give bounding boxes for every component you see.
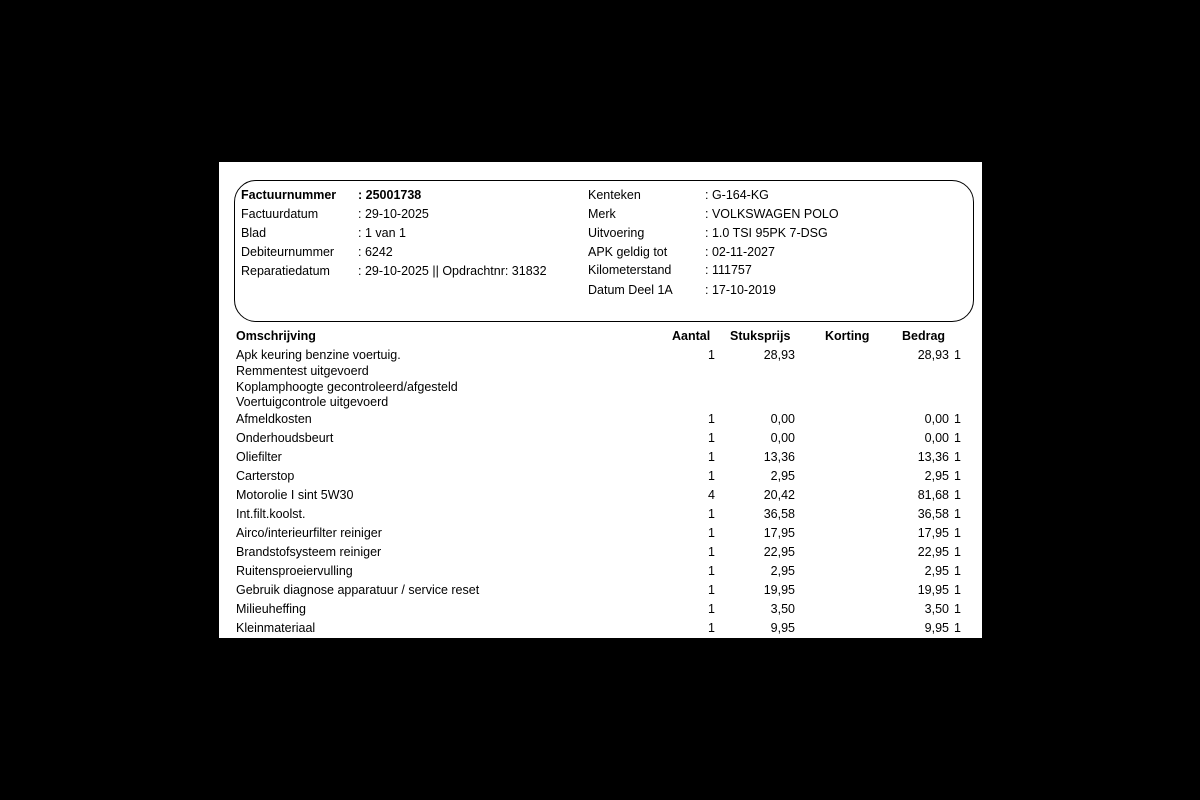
line-code: 1: [954, 582, 961, 597]
line-code: 1: [954, 468, 961, 483]
line-code: 1: [954, 506, 961, 521]
line-amount: 2,95: [924, 468, 949, 483]
line-amount: 36,58: [917, 506, 949, 521]
value-apk-valid-until: : 02-11-2027: [705, 245, 775, 259]
value-repair-date: : 29-10-2025 || Opdrachtnr: 31832: [358, 264, 547, 278]
line-amount: 3,50: [924, 601, 949, 616]
line-code: 1: [954, 544, 961, 559]
line-amount: 81,68: [917, 487, 949, 502]
line-code: 1: [954, 620, 961, 635]
line-code: 1: [954, 430, 961, 445]
line-unit-price: 13,36: [763, 449, 795, 464]
line-amount: 0,00: [924, 411, 949, 426]
line-quantity: 1: [708, 348, 715, 362]
value-license-plate: : G-164-KG: [705, 188, 769, 202]
line-description: Afmeldkosten: [236, 411, 312, 426]
line-unit-price: 9,95: [770, 620, 795, 635]
label-license-plate: Kenteken: [588, 188, 641, 202]
line-sub-description: Voertuigcontrole uitgevoerd: [236, 395, 389, 409]
value-version: : 1.0 TSI 95PK 7-DSG: [705, 226, 828, 240]
label-debtor-number: Debiteurnummer: [241, 245, 335, 259]
line-unit-price: 22,95: [763, 544, 795, 559]
line-unit-price: 2,95: [770, 468, 795, 483]
line-quantity: 1: [708, 449, 715, 464]
line-description: Carterstop: [236, 468, 295, 483]
value-brand: : VOLKSWAGEN POLO: [705, 207, 839, 221]
line-description: Airco/interieurfilter reiniger: [236, 525, 382, 540]
line-code: 1: [954, 601, 961, 616]
line-code: 1: [954, 411, 961, 426]
line-description: Milieuheffing: [236, 601, 306, 616]
value-mileage: : 111757: [705, 263, 752, 277]
line-description: Motorolie I sint 5W30: [236, 487, 354, 502]
line-code: 1: [954, 563, 961, 578]
header-discount: Korting: [825, 329, 870, 343]
label-invoice-number: Factuurnummer: [241, 188, 337, 202]
line-sub-description: Remmentest uitgevoerd: [236, 364, 369, 378]
label-mileage: Kilometerstand: [588, 263, 672, 277]
line-unit-price: 20,42: [763, 487, 795, 502]
header-description: Omschrijving: [236, 329, 316, 343]
line-quantity: 1: [708, 506, 715, 521]
line-amount: 17,95: [917, 525, 949, 540]
value-invoice-number: : 25001738: [358, 188, 422, 202]
line-amount: 28,93: [917, 348, 949, 362]
line-unit-price: 0,00: [770, 411, 795, 426]
line-description: Gebruik diagnose apparatuur / service reset: [236, 582, 480, 597]
invoice-document: [219, 162, 982, 638]
line-unit-price: 28,93: [763, 348, 795, 362]
line-amount: 22,95: [917, 544, 949, 559]
value-registration-date: : 17-10-2019: [705, 283, 776, 297]
line-quantity: 1: [708, 430, 715, 445]
line-quantity: 4: [708, 487, 715, 502]
line-description: Oliefilter: [236, 449, 282, 464]
header-amount: Bedrag: [902, 329, 946, 343]
label-version: Uitvoering: [588, 226, 645, 240]
value-page: : 1 van 1: [358, 226, 406, 240]
label-page: Blad: [241, 226, 267, 240]
label-apk-valid-until: APK geldig tot: [588, 245, 668, 259]
line-amount: 13,36: [917, 449, 949, 464]
line-quantity: 1: [708, 563, 715, 578]
line-quantity: 1: [708, 411, 715, 426]
line-description: Brandstofsysteem reiniger: [236, 544, 382, 559]
line-amount: 2,95: [924, 563, 949, 578]
line-code: 1: [954, 487, 961, 502]
line-quantity: 1: [708, 601, 715, 616]
line-description: Onderhoudsbeurt: [236, 430, 334, 445]
line-code: 1: [954, 348, 961, 362]
line-quantity: 1: [708, 544, 715, 559]
line-amount: 9,95: [924, 620, 949, 635]
line-sub-description: Koplamphoogte gecontroleerd/afgesteld: [236, 379, 458, 394]
line-code: 1: [954, 449, 961, 464]
label-repair-date: Reparatiedatum: [241, 264, 330, 278]
line-quantity: 1: [708, 468, 715, 483]
line-description: Int.filt.koolst.: [236, 506, 306, 521]
line-quantity: 1: [708, 620, 715, 635]
line-amount: 0,00: [924, 430, 949, 445]
line-unit-price: 0,00: [770, 430, 795, 445]
line-quantity: 1: [708, 525, 715, 540]
line-description: Ruitensproeiervulling: [236, 563, 353, 578]
line-unit-price: 2,95: [770, 563, 795, 578]
label-invoice-date: Factuurdatum: [241, 207, 319, 221]
line-unit-price: 19,95: [763, 582, 795, 597]
label-brand: Merk: [588, 207, 616, 221]
line-quantity: 1: [708, 582, 715, 597]
line-description: Kleinmateriaal: [236, 620, 316, 635]
line-unit-price: 36,58: [763, 506, 795, 521]
line-code: 1: [954, 525, 961, 540]
line-unit-price: 3,50: [770, 601, 795, 616]
line-description: Apk keuring benzine voertuig.: [236, 348, 401, 362]
value-invoice-date: : 29-10-2025: [358, 207, 429, 221]
value-debtor-number: : 6242: [358, 245, 393, 259]
header-unit-price: Stuksprijs: [730, 329, 791, 343]
label-registration-date: Datum Deel 1A: [588, 283, 673, 297]
line-amount: 19,95: [917, 582, 949, 597]
line-unit-price: 17,95: [763, 525, 795, 540]
header-quantity: Aantal: [672, 329, 711, 343]
